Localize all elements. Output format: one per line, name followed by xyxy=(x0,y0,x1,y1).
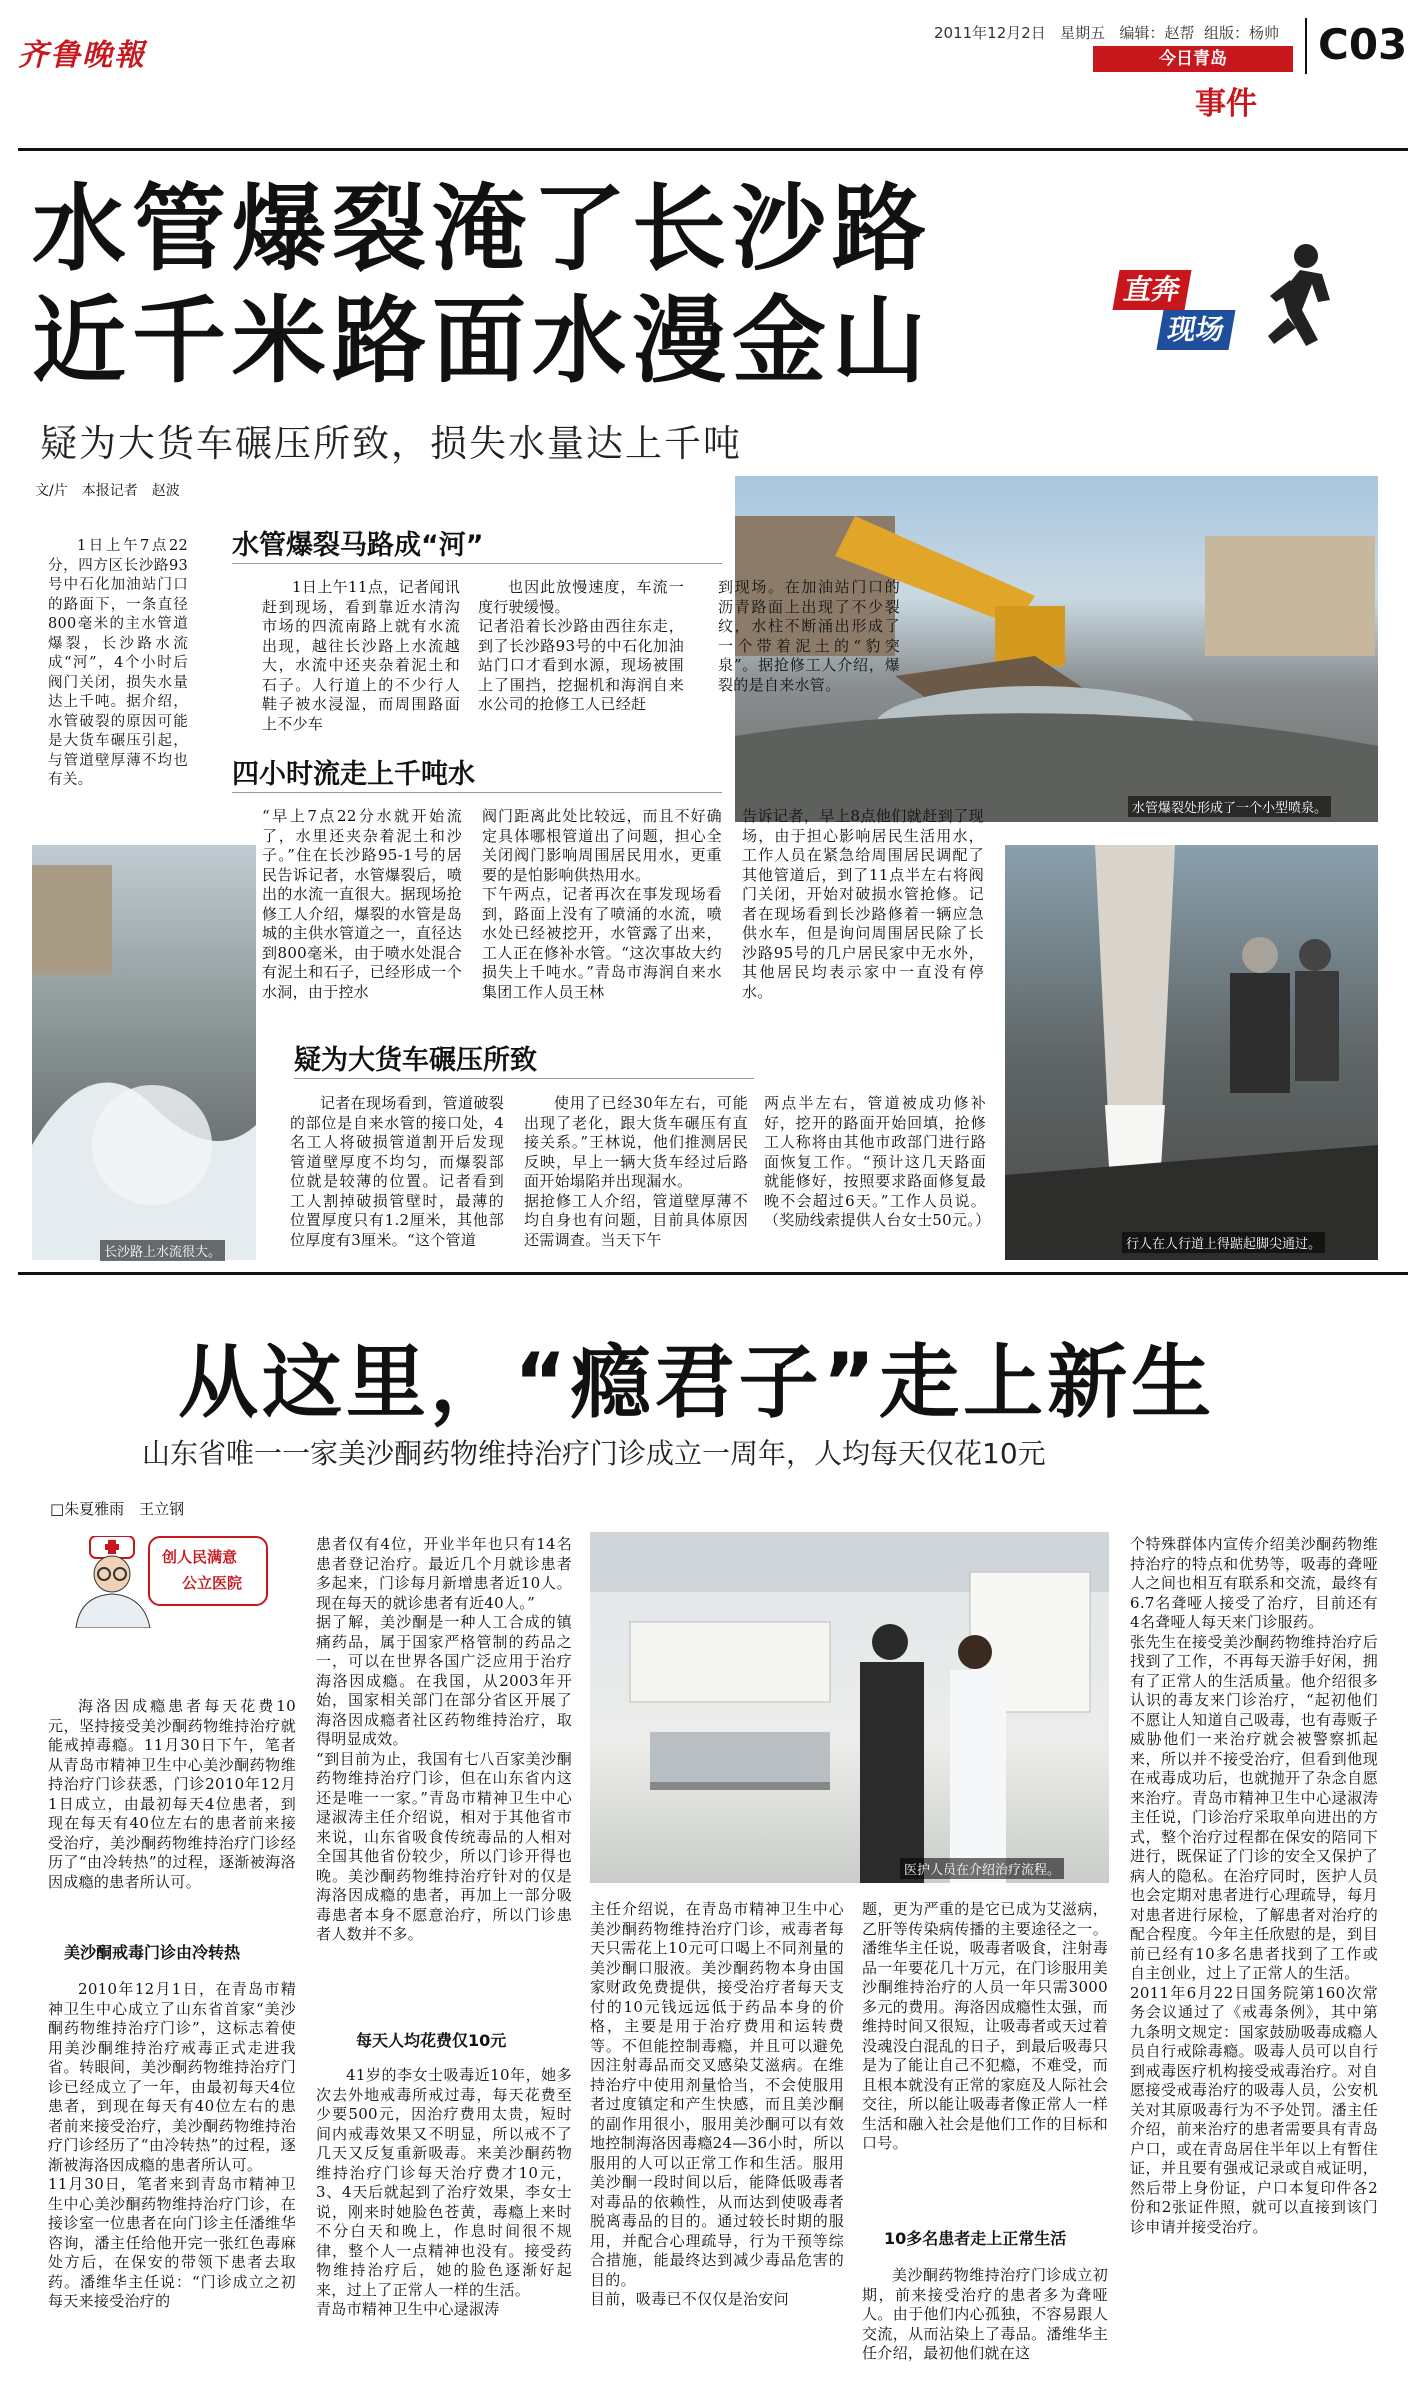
story1-s2-col2: 阀门距离此处比较远，而且不好确定具体哪根管道出了问题，担心全关闭阀门影响周围居民用水，更重要的是怕影响供热用水。 下午两点，记者再次在事发现场看到，路面上没有了喷涌的水流，喷水处已经被挖开，水管露了出来，工人正在修补水管。“这次事故大约损失上千吨水。”青岛市海润自来水集团工作人员王林 xyxy=(482,807,722,1001)
on-scene-badge xyxy=(1110,240,1385,380)
photo-pedestrians xyxy=(1005,845,1378,1260)
story1-s3-col2: 使用了已经30年左右，可能出现了老化，跟大货车碾压有直接关系。”王林说，他们推测居民反映，早上一辆大货车经过后路面开始塌陷并出现漏水。 据抢修工人介绍，管道壁厚薄不均自身也有问题，目前具体原因还需调查。当天下午 xyxy=(524,1094,748,1249)
story1-lead: 1日上午7点22分，四方区长沙路93号中石化加油站门口的路面下，一条直径800毫米的主水管道爆裂，长沙路水流成“河”，4个小时后阀门关闭，损失水量达上千吨。据介绍，水管破裂的原因可能是大货车碾压引起，与管道壁厚薄不均也有关。 xyxy=(48,538,188,788)
story1-subhead-2: 四小时流走上千吨水 xyxy=(232,759,475,790)
photo-caption-3: 行人在人行道上得踮起脚尖通过。 xyxy=(1122,1232,1325,1253)
masthead-rule xyxy=(18,148,1408,151)
issue-date xyxy=(934,22,1279,43)
story1-subhead-1: 水管爆裂马路成“河” xyxy=(232,530,484,561)
subhead-1-rule xyxy=(232,563,722,564)
story1-s2-col3: 告诉记者，早上8点他们就赶到了现场，由于担心影响居民生活用水，工作人员在紧急给周围居民调配了其他管道后，到了11点半左右将阀门关闭，开始对破损水管抢修。记者在现场看到长沙路修着一辆应急供水车，但是询问周围居民除了长沙路95号的几户居民家中无水外，其他居民均表示家中一直没有停水。 xyxy=(742,807,984,1001)
category-label: 事件 xyxy=(1195,86,1257,122)
story1-s1-col2: 也因此放慢速度，车流一度行驶缓慢。 记者沿着长沙路由西往东走，到了长沙路93号的中石化加油站门口才看到水源，现场被围上了围挡，挖掘机和海润自来水公司的抢修工人已经赶 xyxy=(478,578,684,713)
photo-clinic xyxy=(590,1532,1109,1883)
runner-icon xyxy=(1260,240,1350,360)
story-divider xyxy=(18,1272,1408,1275)
story2-col4-subhead: 10多名患者走上正常生活 xyxy=(884,2229,1067,2248)
story1-s3-col3: 两点半左右，管道被成功修补好，挖开的路面开始回填，抢修工人称将由其他市政部门进行路面恢复工作。“预计这几天路面就能修好，按照要求路面修复最晚不会超过6天。”工作人员说。（奖励线索提供人台女士50元。） xyxy=(764,1094,991,1229)
story2-byline: □朱夏雅雨 王立钢 xyxy=(50,1500,185,1518)
story1-s3-col1: 记者在现场看到，管道破裂的部位是自来水管的接口处，4名工人将破损管道割开后发现管道壁厚度不均匀，而爆裂部位就是较薄的位置。记者看到工人割掉破损管壁时，最薄的位置厚度只有1.2厘米，其他部位厚度有3厘米。“这个管道 xyxy=(290,1094,504,1249)
badge-bubble-text-1: 创人民满意 xyxy=(162,1548,238,1566)
story1-byline: 文/片 本报记者 赵波 xyxy=(35,483,180,499)
story1-s2-col1: “早上7点22分水就开始流了，水里还夹杂着泥土和沙子。”住在长沙路95-1号的居民告诉记者，水管爆裂后，喷出的水流一直很大。据现场抢修工人介绍，爆裂的水管是岛城的主供水管道之一，直径达到800毫米，由于喷水处混合有泥土和石子，已经形成一个水洞，由于控水 xyxy=(262,807,462,1001)
story2-col1-a: 海洛因成瘾患者每天花费10元，坚持接受美沙酮药物维持治疗就能戒掉毒瘾。11月30日下午，笔者从青岛市精神卫生中心美沙酮药物维持治疗门诊获悉，门诊2010年12月1日成立，由最初每天4位患者，到现在每天有40位左右的患者前来接受治疗，美沙酮药物维持治疗门诊经历了“由冷转热”的过程，逐渐被海洛因成瘾的患者所认可。 xyxy=(48,1697,296,1891)
date-text: 2011年12月2日 xyxy=(934,24,1046,42)
badge-text-2: 现场 xyxy=(1156,310,1235,350)
weekday-text: 星期五 xyxy=(1060,24,1106,42)
story2-col1-subhead: 美沙酮戒毒门诊由冷转热 xyxy=(64,1943,241,1962)
page-number: C03 xyxy=(1318,20,1408,69)
story1-s1-col3: 到现场。在加油站门口的沥青路面上出现了不少裂纹，水柱不断涌出形成了一个带着泥土的“豹突泉”。据抢修工人介绍，爆裂的是自来水管。 xyxy=(718,578,900,694)
editor-text: 编辑：赵帮 xyxy=(1119,24,1195,42)
story2-col4-a: 题，更为严重的是它已成为艾滋病，乙肝等传染病传播的主要途径之一。潘维华主任说，吸毒者吸食，注射毒品一年要花几十万元，在门诊服用美沙酮维持治疗的人员一年只需3000多元的费用。海洛因成瘾性太强，而维持时间又很短，让吸毒者或天过着没魂没白混乱的日子，到最后吸毒只是为了能让自己不犯瘾，不难受，而且根本就没有正常的家庭及人际社会交往，所以能让吸毒者像正常人一样生活和融入社会是他们工作的目标和口号。 xyxy=(862,1900,1108,2152)
story2-col2-subhead: 每天人均花费仅10元 xyxy=(356,2031,507,2050)
badge-text-1: 直奔 xyxy=(1112,270,1191,310)
story1-subtitle: 疑为大货车碾压所致，损失水量达上千吨 xyxy=(40,422,742,465)
story1-title-line2: 近千米路面水漫金山 xyxy=(32,287,933,396)
story2-col2-b: 41岁的李女士吸毒近10年，她多次去外地戒毒所戒过毒，每天花费至少要500元，因治疗费用太贵，短时间内戒毒效果又不明显，所以戒不了几天又反复重新吸毒。来美沙酮药物维持治疗门诊每天治疗费才10元，3、4天后就起到了治疗效果，李女士说，刚来时她脸色苍黄，毒瘾上来时不分白天和晚上，作息时间很不规律，整个人一点精神也没有。接受药物维持治疗后，她的脸色逐渐好起来，过上了正常人一样的生活。 青岛市精神卫生中心逯淑涛 xyxy=(316,2066,572,2318)
section-badge: 今日青岛 xyxy=(1093,46,1293,72)
subhead-2-rule xyxy=(232,792,722,793)
story1-subhead-3: 疑为大货车碾压所致 xyxy=(294,1045,537,1076)
masthead-divider xyxy=(1305,18,1307,74)
story2-col3: 主任介绍说，在青岛市精神卫生中心美沙酮药物维持治疗门诊，戒毒者每天只需花上10元可口喝上不同剂量的美沙酮口服液。美沙酮药物本身由国家财政免费提供，接受治疗者每天支付的10元钱远远低于药品本身的价格，主要是用于治疗费用和运转费等。不但能控制毒瘾，并且可以避免因注射毒品而交叉感染艾滋病。在维持治疗中使用剂量恰当，不会使服用者过度镇定和产生快感，而且美沙酮的副作用很小，服用美沙酮可以有效地控制海洛因毒瘾24—36小时，所以服用的人可以正常工作和生活。服用美沙酮一段时间以后，能降低吸毒者对毒品的依赖性，从而达到使吸毒者脱离毒品的目的。通过较长时期的服用，并配合心理疏导，行为干预等综合措施，能最终达到减少毒品危害的目的。 目前，吸毒已不仅仅是治安问 xyxy=(590,1900,844,2308)
photo-caption-clinic: 医护人员在介绍治疗流程。 xyxy=(900,1858,1064,1879)
photo-caption-1: 水管爆裂处形成了一个小型喷泉。 xyxy=(1128,796,1331,817)
story2-title: 从这里，“瘾君子”走上新生 xyxy=(178,1336,1216,1429)
hospital-badge xyxy=(70,1530,270,1634)
subhead-3-rule xyxy=(294,1078,754,1079)
badge-bubble-text-2: 公立医院 xyxy=(182,1574,243,1592)
photo-caption-2: 长沙路上水流很大。 xyxy=(100,1240,225,1261)
story2-col1-b: 2010年12月1日，在青岛市精神卫生中心成立了山东省首家“美沙酮药物维持治疗门诊”，这标志着使用美沙酮维持治疗戒毒正式走进我省。转眼间，美沙酮药物维持治疗门诊已经成立了一年，由最初每天4位患者，到现在每天有40位左右的患者前来接受治疗，美沙酮药物维持治疗门诊经历了“由冷转热”的过程，逐渐被海洛因成瘾的患者所认可。 11月30日，笔者来到青岛市精神卫生中心美沙酮药物维持治疗门诊，在接诊室一位患者在向门诊主任潘维华咨询，潘主任给他开完一张红色毒麻处方后，在保安的带领下患者去取药。潘维华主任说：“门诊成立之初每天来接受治疗的 xyxy=(48,1980,296,2310)
story2-subtitle: 山东省唯一一家美沙酮药物维持治疗门诊成立一周年，人均每天仅花10元 xyxy=(142,1437,1046,1470)
masthead xyxy=(0,0,1417,122)
story2-col4-b: 美沙酮药物维持治疗门诊成立初期，前来接受治疗的患者多为聋哑人。由于他们内心孤独，不容易跟人交流，从而沾染上了毒品。潘维华主任介绍，最初他们就在这 xyxy=(862,2266,1108,2362)
story1-s1-col1: 1日上午11点，记者闻讯赶到现场，看到靠近水清沟市场的四流南路上就有水流出现，越往长沙路上水流越大，水流中还夹杂着泥土和石子。人行道上的不少行人鞋子被水浸湿，而周围路面上不少车 xyxy=(262,578,460,733)
newspaper-logo: 齐鲁晚報 xyxy=(18,38,146,73)
doctor-icon xyxy=(70,1536,156,1628)
story2-col2-a: 患者仅有4位，开业半年也只有14名患者登记治疗。最近几个月就诊患者多起来，门诊每月新增患者近10人。现在每天的就诊患者有近40人。” 据了解，美沙酮是一种人工合成的镇痛药品，属于国家严格管制的药品之一，可以在世界各国广泛应用于治疗海洛因成瘾。在我国，从2003年开始，国家相关部门在部分省区开展了海洛因成瘾者社区药物维持治疗，取得明显成效。 “到目前为止，我国有七八百家美沙酮药物维持治疗门诊，但在山东省内这还是唯一一家。”青岛市精神卫生中心逯淑涛主任介绍说，相对于其他省市来说，山东省吸食传统毒品的人相对全国其他省份较少，所以门诊开得也晚。美沙酮药物维持治疗针对的仅是海洛因成瘾的患者，再加上一部分吸毒患者本身不愿意治疗，所以门诊患者人数并不多。 xyxy=(316,1535,572,1943)
story2-col5: 个特殊群体内宣传介绍美沙酮药物维持治疗的特点和优势等，吸毒的聋哑人之间也相互有联系和交流，最终有6.7名聋哑人接受了治疗，目前还有4名聋哑人每天来门诊服药。 张先生在接受美沙酮药物维持治疗后找到了工作，不再每天游手好闲，拥有了正常人的生活质量。他介绍很多认识的毒友来门诊治疗，“起初他们不愿让人知道自己吸毒，也有毒贩子威胁他们一来治疗就会被警察抓起来，所以并不接受治疗，但看到他现在戒毒成功后，也就抛开了杂念自愿来治疗。青岛市精神卫生中心逯淑涛主任说，门诊治疗采取单向进出的方式，整个治疗过程都在保安的陪同下进行，既保证了门诊的安全又保护了病人的隐私。在治疗同时，医护人员也会定期对患者进行心理疏导，每月对患者进行尿检，了解患者对治疗的配合程度。今年主任欣慰的是，到目前已经有10多名患者找到了工作或自主创业，过上了正常人的生活。 2011年6月22日国务院第160次常务会议通过了《戒毒条例》，其中第九条明文规定：国家鼓励吸毒成瘾人员自行戒除毒瘾。吸毒人员可以自行到戒毒医疗机构接受戒毒治疗。对自愿接受戒毒治疗的吸毒人员，公安机关对其原吸毒行为不予处罚。潘主任介绍，前来治疗的患者需要具有青岛户口，或在青岛居住半年以上有暂住证，并且要有强戒记录或自戒证明，然后带上身份证，户口本复印件各2份和2张证件照，就可以直接到该门诊申请并接受治疗。 xyxy=(1130,1535,1378,2236)
story1-title-line1: 水管爆裂淹了长沙路 xyxy=(32,175,933,284)
designer-text: 组版：杨帅 xyxy=(1204,24,1280,42)
photo-street-water xyxy=(32,845,256,1260)
